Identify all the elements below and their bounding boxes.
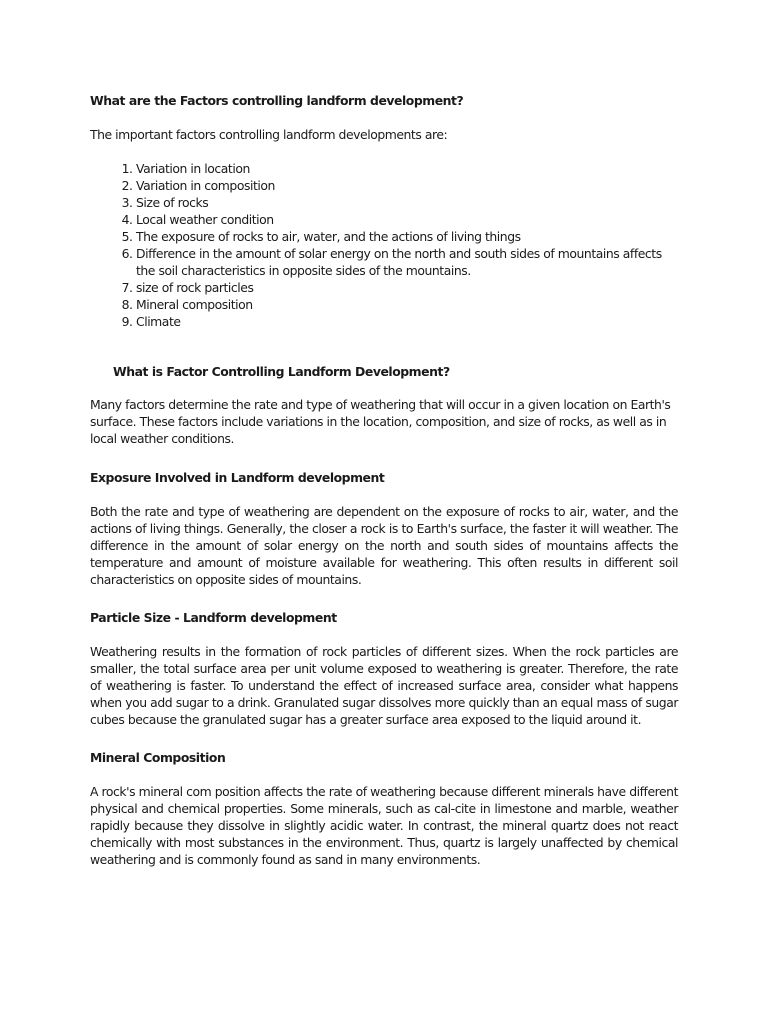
list-item: 6. Difference in the amount of solar energy on the north and south sides of mountains affects the soil characteristics in opposite sides of the mountains. [136, 245, 678, 279]
list-item: 4. Local weather condition [136, 211, 678, 228]
mineral-paragraph: A rock's mineral com position affects the rate of weathering because different minerals have different physical and chemical properties. Some minerals, such as cal-cite in limestone and marble, weather rapidly because they dissolve in slightly acidic water. In contrast, the mineral quartz does not react chemically with most substances in the environment. Thus, quartz is largely unaffected by chemical weathering and is commonly found as sand in many environments. [90, 783, 678, 867]
list-item: 5. The exposure of rocks to air, water, and the actions of living things [136, 228, 678, 245]
list-item: 3. Size of rocks [136, 194, 678, 211]
factor-paragraph: Many factors determine the rate and type of weathering that will occur in a given location on Earth's surface. These factors include variations in the location, composition, and size of rocks, as well as in local weather conditions. [90, 396, 671, 446]
list-item: 7. size of rock particles [136, 279, 678, 296]
list-item: 9. Climate [136, 313, 678, 330]
document-body [90, 92, 678, 868]
factors-intro: The important factors controlling landform developments are: [90, 127, 448, 142]
heading-factors-question: What are the Factors controlling landform development? [90, 93, 464, 108]
heading-factor-question: What is Factor Controlling Landform Development? [113, 364, 450, 380]
list-item: 8. Mineral composition [136, 296, 678, 313]
heading-particle-size: Particle Size - Landform development [90, 609, 337, 625]
heading-mineral-composition: Mineral Composition [90, 749, 226, 765]
heading-exposure: Exposure Involved in Landform development [90, 469, 385, 485]
exposure-paragraph: Both the rate and type of weathering are dependent on the exposure of rocks to air, water, and the actions of living things. Generally, the closer a rock is to Earth's surface, the faster it will weather. The difference in the amount of solar energy on the north and south sides of mountains affects the temperature and amount of moisture available for weathering. This often results in different soil characteristics on opposite sides of mountains. [90, 503, 678, 587]
particle-paragraph: Weathering results in the formation of rock particles of different sizes. When the rock particles are smaller, the total surface area per unit volume exposed to weathering is greater. Therefore, the rate of weathering is faster. To understand the effect of increased surface area, consider what happens when you add sugar to a drink. Granulated sugar dissolves more quickly than an equal mass of sugar cubes because the granulated sugar has a greater surface area exposed to the liquid around it. [90, 643, 678, 727]
list-item: 2. Variation in composition [136, 177, 678, 194]
factors-list [90, 160, 678, 330]
list-item: 1. Variation in location [136, 160, 678, 177]
